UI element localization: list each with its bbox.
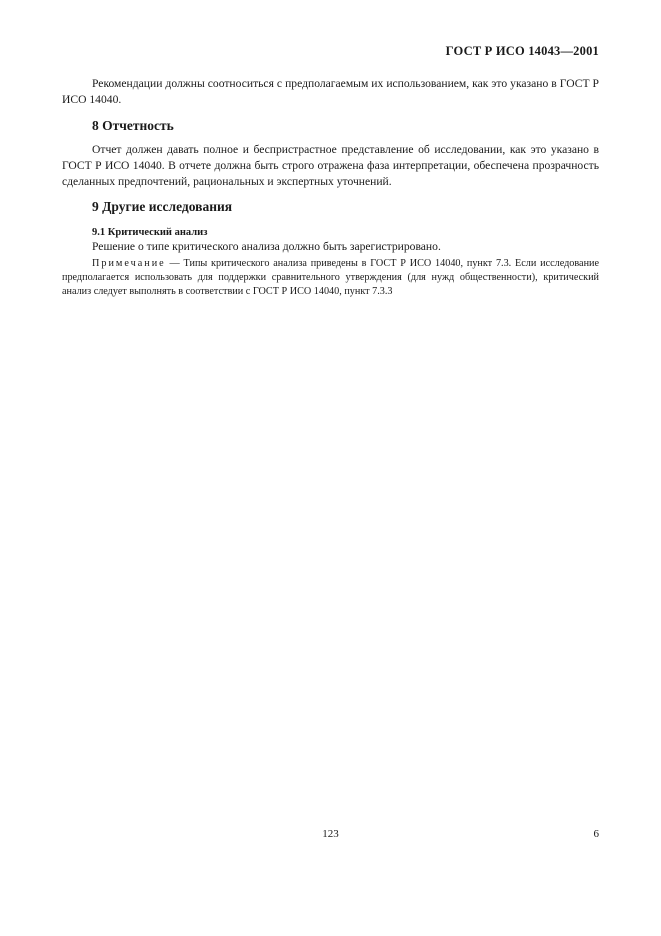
- section-8-body: [62, 142, 599, 190]
- note-label: Примечание: [92, 258, 166, 269]
- standard-code-header: ГОСТ Р ИСО 14043—2001: [445, 44, 599, 58]
- section-8-paragraph: Отчет должен давать полное и беспристрастное представление об исследовании, как это указано в ГОСТ Р ИСО 14040. В отчете должна быть строго отражена фаза интерпретации, обеспечена прозрачность сделанных предпочтений, рациональных и экспертных уточнений.: [62, 143, 599, 188]
- section-9-heading: 9 Другие исследования: [92, 199, 233, 214]
- subsection-9-1-paragraph: Решение о типе критического анализа должно быть зарегистрировано.: [92, 240, 441, 253]
- subsection-9-1-heading: 9.1 Критический анализ: [92, 227, 208, 238]
- note-paragraph: [62, 257, 599, 299]
- intro-paragraph: Рекомендации должны соотноситься с предполагаемым их использованием, как это указано в ГОСТ Р ИСО 14040.: [62, 77, 599, 106]
- note-block: [62, 257, 599, 299]
- intro-paragraph-block: [62, 76, 599, 108]
- section-8-heading: 8 Отчетность: [92, 118, 174, 133]
- page-number: 123: [322, 828, 339, 840]
- subsection-9-1-body: [62, 239, 599, 255]
- sheet-number: 6: [593, 828, 599, 840]
- note-body: — Типы критического анализа приведены в ГОСТ Р ИСО 14040, пункт 7.3. Если исследование предполагается использовать для поддержки сравнительного утверждения (для нужд общественности), критический анализ следует выполнять в соответствии с ГОСТ Р ИСО 14040, пункт 7.3.3: [62, 258, 599, 297]
